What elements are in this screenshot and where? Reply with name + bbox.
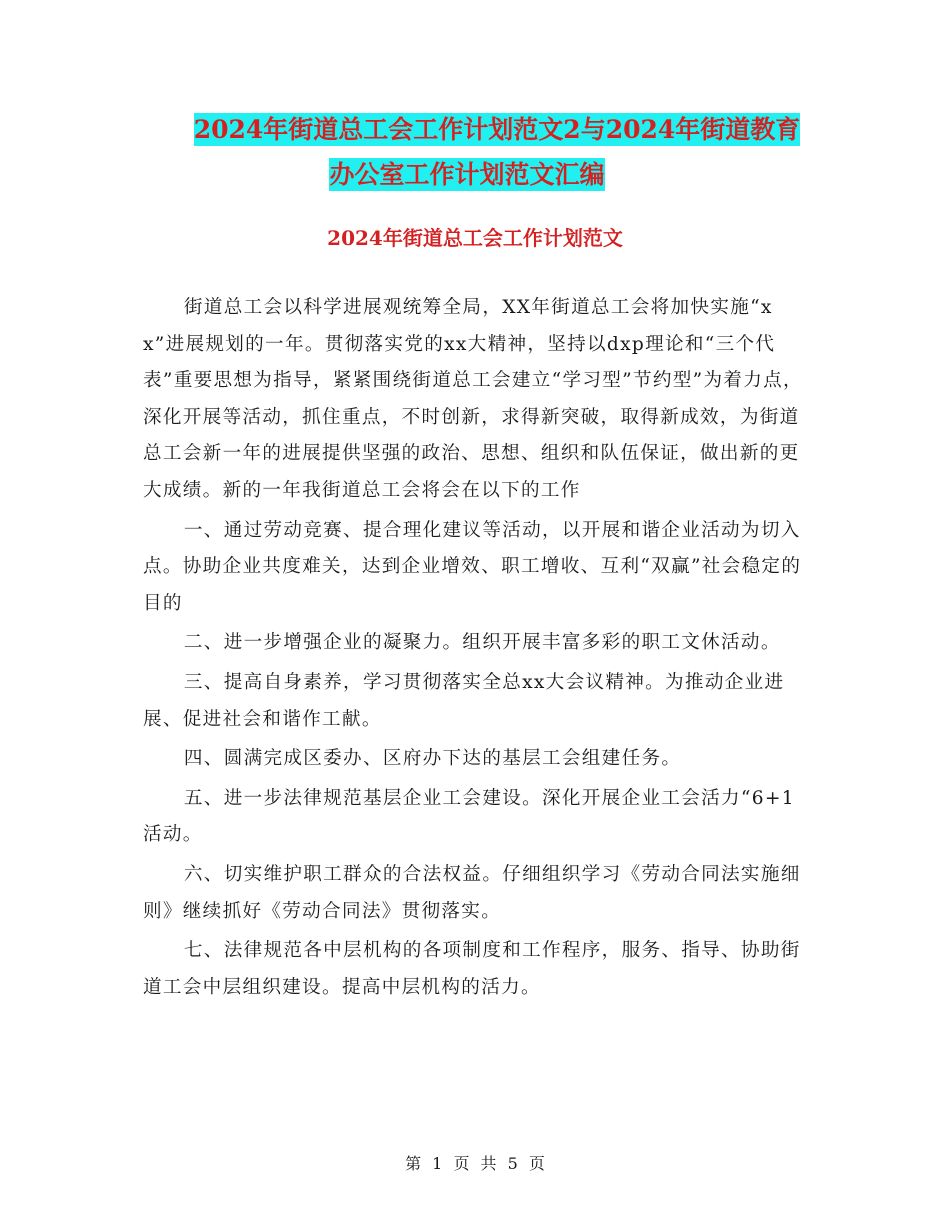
title-highlight-2: 办公室工作计划范文汇编: [329, 160, 605, 189]
paragraph-item-5: 五、进一步法律规范基层企业工会建设。深化开展企业工会活力“6+1活动。: [143, 787, 795, 846]
document-title-line-1: [22, 110, 950, 150]
paragraph-item-7: 七、法律规范各中层机构的各项制度和工作程序，服务、指导、协助街道工会中层组织建设。提高中层机构的活力。: [143, 940, 801, 998]
title-highlight-1: 2024年街道总工会工作计划范文2与2024年街道教育: [193, 115, 801, 144]
paragraph-item-2: 二、进一步增强企业的凝聚力。组织开展丰富多彩的职工文休活动。: [183, 632, 781, 654]
page-footer: 第 1 页 共 5 页: [405, 1154, 545, 1173]
paragraph-intro: 街道总工会以科学进展观统筹全局，XX年街道总工会将加快实施“xx”进展规划的一年。贯彻落实党的xx大精神，坚持以dxp理论和“三个代表”重要思想为指导，紧紧围绕街道总工会建立“学习型”节约型”为着力点，深化开展等活动，抓住重点，不时创新，求得新突破，取得新成效，为街道总工会新一年的进展提供坚强的政治、思想、组织和队伍保证，做出新的更大成绩。新的一年我街道总工会将会在以下的工作: [143, 297, 803, 501]
paragraph-item-3: 三、提高自身素养，学习贯彻落实全总xx大会议精神。为推动企业进展、促进社会和谐作工献。: [143, 671, 785, 730]
document-body: [143, 290, 803, 1009]
paragraph-item-6: 六、切实维护职工群众的合法权益。仔细组织学习《劳动合同法实施细则》继续抓好《劳动合同法》贯彻落实。: [143, 863, 801, 922]
document-title-line-2: [0, 155, 942, 195]
section-title: 2024年街道总工会工作计划范文: [327, 226, 623, 250]
paragraph-item-4: 四、圆满完成区委办、区府办下达的基层工会组建任务。: [183, 748, 682, 770]
paragraph-item-1: 一、通过劳动竞赛、提合理化建议等活动，以开展和谐企业活动为切入点。协助企业共度难关，达到企业增效、职工增收、互利“双赢”社会稳定的目的: [143, 519, 802, 614]
